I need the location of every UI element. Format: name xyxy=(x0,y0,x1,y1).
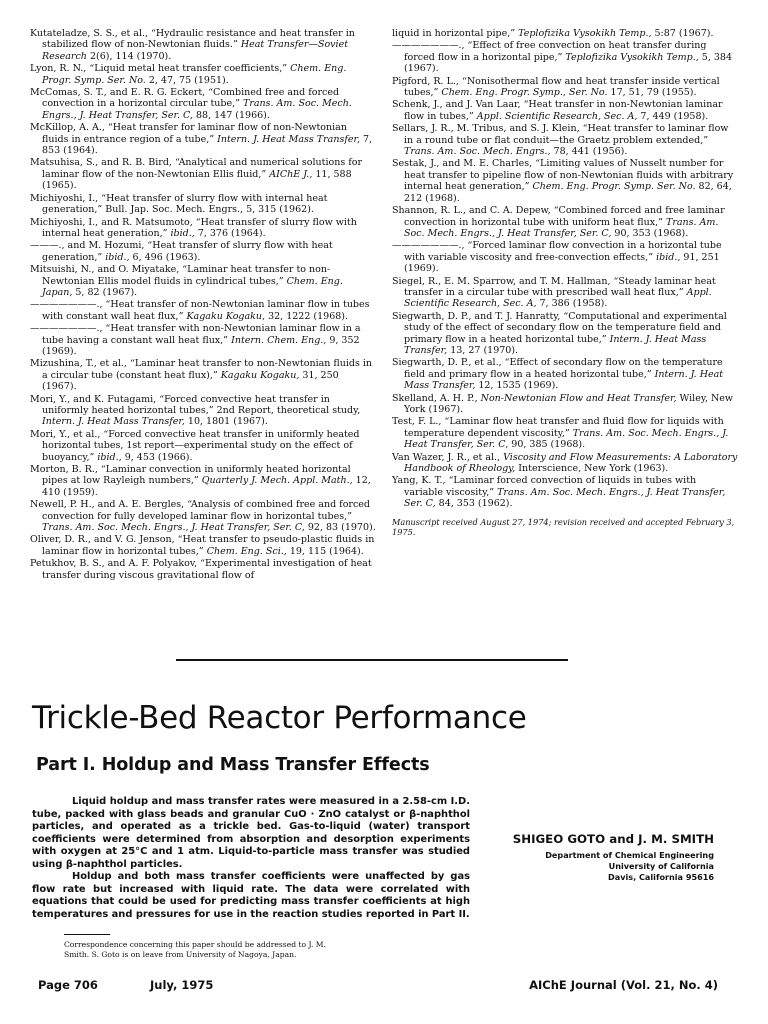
issue-date: July, 1975 xyxy=(150,978,214,992)
section-divider xyxy=(176,659,568,661)
reference-entry: Test, F. L., “Laminar flow heat transfer and fluid flow for liquids with temperature dependent viscosity,” Trans. Am. Soc. Mech. Engrs., J. Heat Transfer, Ser. C, 90, 385 (1968). xyxy=(392,416,729,451)
reference-entry: Skelland, A. H. P., Non-Newtonian Flow and Heat Transfer, Wiley, New York (1967). xyxy=(392,392,734,415)
reference-entry: ———————., “Heat transfer of non-Newtonian laminar flow in tubes with constant wall heat flux,” Kagaku Kogaku, 32, 1222 (1968). xyxy=(30,299,370,322)
reference-entry: McKillop, A. A., “Heat transfer for laminar flow of non-Newtonian fluids in entrance region of a tube,” Intern. J. Heat Mass Transfer, 7, 853 (1964). xyxy=(30,122,373,157)
reference-entry: Siegel, R., E. M. Sparrow, and T. M. Hallman, “Steady laminar heat transfer in a circular tube with prescribed wall heat flux,” Appl. Scientific Research, Sec. A, 7, 386 (1958). xyxy=(392,275,716,310)
footnote-line: Smith. S. Goto is on leave from University of Nagoya, Japan. xyxy=(64,950,297,960)
journal-name: AIChE Journal (Vol. 21, No. 4) xyxy=(529,978,718,992)
abstract xyxy=(32,796,470,921)
reference-entry: McComas, S. T., and E. R. G. Eckert, “Combined free and forced convection in a horizontal circular tube,” Trans. Am. Soc. Mech. Engrs., J. Heat Transfer, Ser. C, 88, 147 (1966). xyxy=(30,87,352,121)
page-number: Page 706 xyxy=(38,978,98,992)
reference-entry: Sestak, J., and M. E. Charles, “Limiting values of Nusselt number for heat transfer to pipeline flow of non-Newtonian fluids with arbitrary internal heat generation,” Chem. Eng. Progr. Symp. Ser. No. 82, 64, 212 (1968). xyxy=(392,158,734,204)
reference-entry: Mori, Y., and K. Futagami, “Forced convective heat transfer in uniformly heated horizontal tubes,” 2nd Report, theoretical study, Intern. J. Heat Mass Transfer, 10, 1801 (1967). xyxy=(30,393,361,428)
abstract-paragraph: Holdup and both mass transfer coefficients were unaffected by gas flow rate but increased with liquid rate. The data were correlated with equations that could be used for predicting mass transfer coefficients at high temperatures and pressures for use in the reaction studies reported in Part II. xyxy=(32,871,470,920)
footnote-divider xyxy=(64,934,110,935)
affiliation-line: Department of Chemical Engineering xyxy=(545,850,714,860)
reference-entry: Yang, K. T., “Laminar forced convection of liquids in tubes with variable viscosity,” Trans. Am. Soc. Mech. Engrs., J. Heat Transfer, Ser. C, 84, 353 (1962). xyxy=(392,475,726,510)
footnote-line: Correspondence concerning this paper should be addressed to J. M. xyxy=(64,940,326,949)
reference-entry: Michiyoshi, I., “Heat transfer of slurry flow with internal heat generation,” Bull. Jap. Soc. Mech. Engrs., 5, 315 (1962). xyxy=(30,192,328,216)
reference-entry: ———., and M. Hozumi, “Heat transfer of slurry flow with heat generation,” ibid., 6, 496 (1963). xyxy=(30,240,333,263)
author-block xyxy=(464,832,714,883)
article-title: Trickle-Bed Reactor Performance xyxy=(32,700,527,736)
manuscript-note: Manuscript received August 27, 1974; revision received and accepted February 3, 1975. xyxy=(392,516,735,537)
reference-entry: Morton, B. R., “Laminar convection in uniformly heated horizontal pipes at low Rayleigh numbers,” Quarterly J. Mech. Appl. Math., 12, 410 (1959). xyxy=(30,464,371,498)
reference-list xyxy=(30,28,738,582)
author-affiliation xyxy=(464,850,714,883)
reference-entry: ———————., “Effect of free convection on heat transfer during forced flow in a horizontal pipe,” Teplofizika Vysokikh Temp., 5, 384 (1967). xyxy=(392,40,733,75)
reference-entry: Michiyoshi, I., and R. Matsumoto, “Heat transfer of slurry flow with internal heat generation,” ibid., 7, 376 (1964). xyxy=(30,216,357,239)
reference-entry: ———————., “Forced laminar flow convection in a horizontal tube with variable viscosity and free-convection effects,” ibid., 91, 251 (1969). xyxy=(392,240,722,275)
reference-entry: Siegwarth, D. P., et al., “Effect of secondary flow on the temperature field and primary flow in a heated horizontal tube,” Intern. J. Heat Mass Transfer, 12, 1535 (1969). xyxy=(392,357,724,392)
reference-entry: Matsuhisa, S., and R. B. Bird, “Analytical and numerical solutions for laminar flow of the non-Newtonian Ellis fluid,” AIChE J., 11, 588 (1965). xyxy=(30,157,363,192)
reference-column-right xyxy=(392,28,738,582)
affiliation-line: Davis, California 95616 xyxy=(608,872,714,882)
reference-entry: Schenk, J., and J. Van Laar, “Heat transfer in non-Newtonian laminar flow in tubes,” Appl. Scientific Research, Sec. A, 7, 449 (1958). xyxy=(392,99,723,122)
reference-entry: Mitsuishi, N., and O. Miyatake, “Laminar heat transfer to non-Newtonian Ellis model fluids in cylindrical tubes,” Chem. Eng. Japan, 5, 82 (1967). xyxy=(30,264,343,298)
affiliation-line: University of California xyxy=(608,861,714,871)
footnote xyxy=(64,940,494,960)
reference-entry: Lyon, R. N., “Liquid metal heat transfer coefficients,” Chem. Eng. Progr. Symp. Ser. No. 2, 47, 75 (1951). xyxy=(30,63,347,86)
author-names: SHIGEO GOTO and J. M. SMITH xyxy=(512,832,714,846)
reference-entry: Kutateladze, S. S., et al., “Hydraulic resistance and heat transfer in stabilized flow of non-Newtonian fluids.” Heat Transfer—Soviet Research 2(6), 114 (1970). xyxy=(30,28,355,62)
reference-entry: Pigford, R. L., “Nonisothermal flow and heat transfer inside vertical tubes,” Chem. Eng. Progr. Symp., Ser. No. 17, 51, 79 (1955). xyxy=(392,75,720,99)
reference-entry: Mori, Y., et al., “Forced convective heat transfer in uniformly heated horizontal tubes, 1st report—experimental study on the effect of buoyancy,” ibid., 9, 453 (1966). xyxy=(30,428,360,463)
reference-entry: Newell, P. H., and A. E. Bergles, “Analysis of combined free and forced convection for fully developed laminar flow in horizontal tubes,” Trans. Am. Soc. Mech. Engrs., J. Heat Transfer, Ser. C, 92, 83 (1970). xyxy=(30,499,376,534)
reference-entry: ———————., “Heat transfer with non-Newtonian laminar flow in a tube having a constant wall heat flux,” Intern. Chem. Eng., 9, 352 (1969). xyxy=(30,323,361,357)
reference-entry: Oliver, D. R., and V. G. Jenson, “Heat transfer to pseudo-plastic fluids in laminar flow in horizontal tubes,” Chem. Eng. Sci., 19, 115 (1964). xyxy=(30,534,375,557)
article-subtitle: Part I. Holdup and Mass Transfer Effects xyxy=(36,755,430,775)
reference-entry: Sellars, J. R., M. Tribus, and S. J. Klein, “Heat transfer to laminar flow in a round tube or flat conduit—the Graetz problem extended,” Trans. Am. Soc. Mech. Engrs., 78, 441 (1956). xyxy=(392,123,729,158)
reference-entry: Mizushina, T., et al., “Laminar heat transfer to non-Newtonian fluids in a circular tube (constant heat flux),” Kagaku Kogaku, 31, 250 (1967). xyxy=(30,358,373,393)
reference-entry: liquid in horizontal pipe,” Teplofizika Vysokikh Temp., 5:87 (1967). xyxy=(392,28,714,39)
reference-entry: Shannon, R. L., and C. A. Depew, “Combined forced and free laminar convection in horizontal tube with uniform heat flux,” Trans. Am. Soc. Mech. Engrs., J. Heat Transfer, Ser. C, 90, 353 (1968). xyxy=(392,205,725,239)
reference-entry: Van Wazer, J. R., et al., Viscosity and Flow Measurements: A Laboratory Handbook of Rheology, Interscience, New York (1963). xyxy=(392,451,738,475)
reference-entry: Siegwarth, D. P., and T. J. Hanratty, “Computational and experimental study of the effect of secondary flow on the temperature field and primary flow in a heated horizontal tube,” Intern. J. Heat Mass Transfer, 13, 27 (1970). xyxy=(392,310,727,356)
reference-column-left xyxy=(30,28,376,582)
abstract-paragraph: Liquid holdup and mass transfer rates were measured in a 2.58-cm I.D. tube, packed with glass beads and granular CuO · ZnO catalyst or β-naphthol particles, and operated as a trickle bed. Gas-to-liquid (water) transport coefficients were determined from absorption and desorption experiments with oxygen at 25°C and 1 atm. Liquid-to-particle mass transfer was studied using β-naphthol particles. xyxy=(32,796,470,870)
reference-entry: Petukhov, B. S., and A. F. Polyakov, “Experimental investigation of heat transfer during viscous gravitational flow of xyxy=(30,558,372,581)
